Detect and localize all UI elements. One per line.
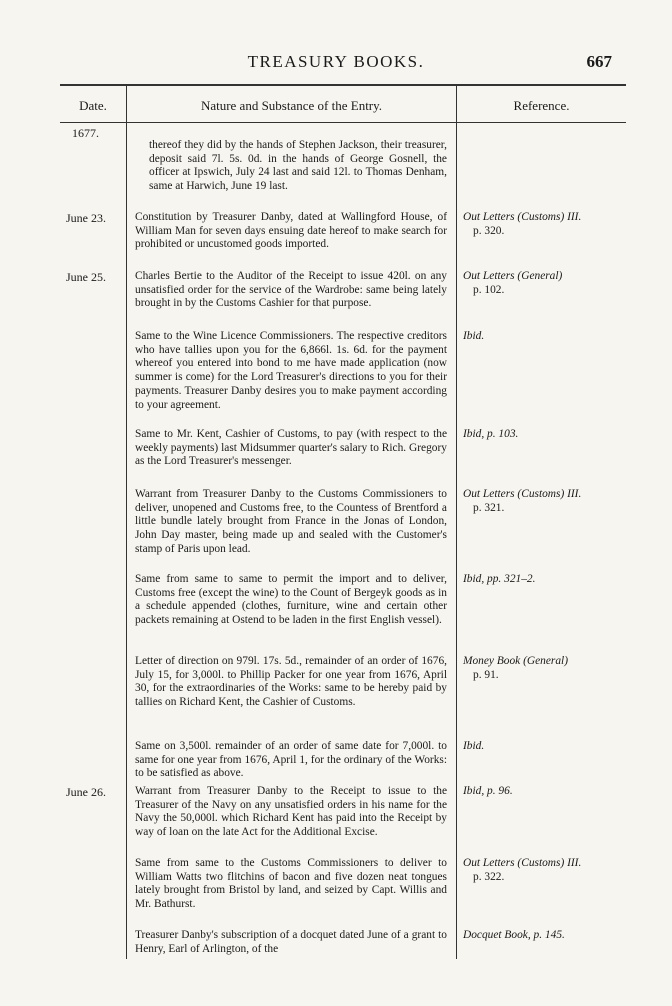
reference-line: Ibid, p. 103. <box>463 428 519 440</box>
entry-reference <box>463 740 623 754</box>
reference-line: Ibid, p. 96. <box>463 785 513 797</box>
entry-reference <box>463 655 623 682</box>
entry-reference <box>463 211 623 238</box>
running-title: TREASURY BOOKS. <box>247 52 425 71</box>
entry-text: Charles Bertie to the Auditor of the Receipt to issue 420l. on any unsatisfied order for the service of the Wardrobe: same being lately brought in by the Customs Cashier for that purpose. <box>135 270 447 310</box>
reference-line: Ibid, pp. 321–2. <box>463 573 536 585</box>
entry-text: Same to the Wine Licence Commissioners. The respective creditors who have tallies upon you for the 6,866l. 1s. 6d. for the payment whereof you entered into bond to me have made application (now summer is come) for the Lord Treasurer's directions to you for their payments. Treasurer Danby desires you to make payment according to your agreement. <box>135 330 447 411</box>
entry-reference <box>463 330 623 344</box>
entry-date: June 25. <box>66 270 106 284</box>
entry-date: 1677. <box>72 126 99 140</box>
column-divider-left <box>126 84 127 959</box>
reference-line: Out Letters (General) <box>463 270 563 282</box>
entry-text: Same from same to same to permit the import and to deliver, Customs free (except the wine) to the Count of Bergeyk goods as in a schedule appended (clothes, furniture, wine and certain other packets remaining at Ostend to be laden in the first English vessel). <box>135 573 447 627</box>
entry-text: Warrant from Treasurer Danby to the Receipt to issue to the Treasurer of the Navy on any unsatisfied orders in his name for the Navy the 50,000l. which Richard Kent has paid into the Receipt by way of loan on the late Act for the Additional Excise. <box>135 785 447 839</box>
entry-reference <box>463 573 623 587</box>
reference-line: Ibid. <box>463 740 485 752</box>
column-header-nature: Nature and Substance of the Entry. <box>200 98 383 113</box>
column-divider-right <box>456 84 457 959</box>
entry-text: Same to Mr. Kent, Cashier of Customs, to pay (with respect to the weekly payments) last Midsummer quarter's salary to Rich. Gregory as the Lord Treasurer's messenger. <box>135 428 447 468</box>
reference-line: Ibid. <box>463 330 485 342</box>
reference-line: Docquet Book, p. 145. <box>463 929 565 941</box>
header-rule-bottom <box>60 122 626 123</box>
entry-text: Same from same to the Customs Commissioners to deliver to William Watts two flitchins of bacon and five dozen neat tongues lately brought from Bristol by land, and seized by Capt. Willis and Mr. Bathurst. <box>135 857 447 911</box>
reference-line: Out Letters (Customs) III. <box>463 211 582 223</box>
entry-reference <box>463 929 623 943</box>
entry-reference <box>463 270 623 297</box>
entry-text: Letter of direction on 979l. 17s. 5d., remainder of an order of 1676, July 15, for 3,000l. to Phillip Packer for one year from 1676, April 30, for the extraordinaries of the Works: same to be hereby paid by tallies on Richard Kent, the Cashier of Customs. <box>135 655 447 709</box>
entry-text: Treasurer Danby's subscription of a docquet dated June of a grant to Henry, Earl of Arlington, of the <box>135 929 447 955</box>
reference-line: p. 91. <box>473 668 499 681</box>
entry-text: Warrant from Treasurer Danby to the Customs Commissioners to deliver, unopened and Customs free, to the Countess of Brentford a little bundle lately brought from France in the Jonas of London, John Day master, being made up and sealed with the Customer's stamp of Paris upon lead. <box>135 488 447 555</box>
reference-line: p. 320. <box>473 224 505 237</box>
column-header-date: Date. <box>79 98 107 113</box>
entry-date: June 26. <box>66 785 106 799</box>
page-number: 667 <box>586 52 612 71</box>
entry-reference <box>463 785 623 799</box>
reference-line: p. 322. <box>473 870 505 883</box>
reference-line: Money Book (General) <box>463 655 569 667</box>
reference-line: Out Letters (Customs) III. <box>463 488 582 500</box>
entry-reference <box>463 488 623 515</box>
column-header-reference: Reference. <box>513 98 570 113</box>
reference-line: Out Letters (Customs) III. <box>463 857 582 869</box>
reference-line: p. 321. <box>473 501 505 514</box>
entry-date: June 23. <box>66 211 106 225</box>
header-rule-top <box>60 84 626 86</box>
reference-line: p. 102. <box>473 283 505 296</box>
entry-reference <box>463 857 623 884</box>
entry-text: Same on 3,500l. remainder of an order of same date for 7,000l. to same for one year from 1676, April 1, for the ordinary of the Works: to be satisfied as above. <box>135 740 447 780</box>
entry-reference <box>463 428 623 442</box>
entry-text: Constitution by Treasurer Danby, dated at Wallingford House, of William Man for seven days ensuing date hereof to make search for prohibited or uncustomed goods imported. <box>135 211 447 251</box>
entry-text: thereof they did by the hands of Stephen Jackson, their treasurer, deposit said 7l. 5s. 0d. in the hands of George Gosnell, the officer at Ipswich, July 24 last and said 12l. to Thomas Denham, same at Harwich, June 19 last. <box>149 139 447 193</box>
